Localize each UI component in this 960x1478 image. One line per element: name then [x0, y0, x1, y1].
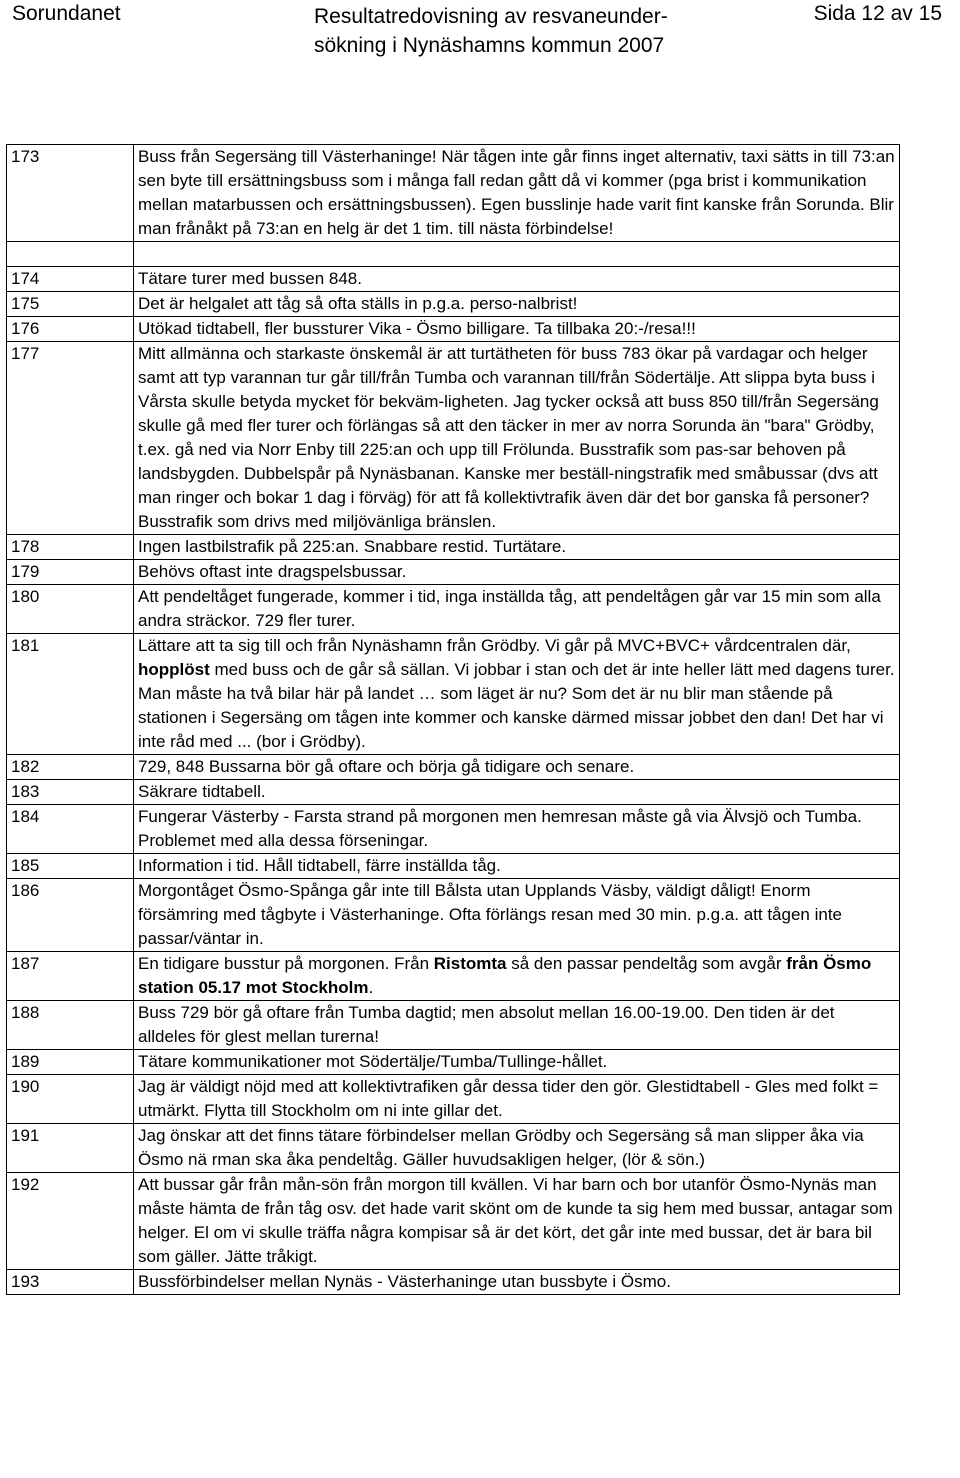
response-text-segment: . — [368, 978, 374, 997]
table-row — [7, 634, 900, 755]
table-row — [7, 755, 900, 780]
response-text — [134, 952, 900, 1001]
response-text-segment: Utökad tidtabell, fler bussturer Vika - Ösmo billigare. Ta tillbaka 20:-/resa!!! — [138, 319, 696, 338]
response-text — [134, 560, 900, 585]
response-number: 186 — [7, 879, 134, 952]
response-text — [134, 1270, 900, 1295]
response-text-segment: Säkrare tidtabell. — [138, 782, 266, 801]
response-text — [134, 317, 900, 342]
table-row — [7, 585, 900, 634]
response-number: 190 — [7, 1075, 134, 1124]
response-text-segment: Mitt allmänna och starkaste önskemål är att turtätheten för buss 783 ökar på vardagar och helger samt att typ varannan tur går till/från Tumba och varannan till/från Södertälje. Att slippa byta buss i Vårsta skulle betyda mycket för bekväm-ligheten. Jag tycker också att buss 850 till/från Segersäng skulle gå med fler turer och förlängas så att den täcker in mer av norra Sorunda än "bara" Grödby, t.ex. gå ned via Norr Enby till 225:an och upp till Frölunda. Busstrafik som pas-sar behoven på landsbygden. Dubbelspår på Nynäsbanan. Kanske mer beställ-ningstrafik med småbussar (dvs att man ringer och bokar 1 dag i förväg) för att få kollektivtrafik även där det bor ganska få personer? Busstrafik som drivs med miljövänliga bränslen. — [138, 344, 879, 531]
responses-table-body — [7, 145, 900, 1295]
table-row — [7, 145, 900, 242]
response-text — [134, 1124, 900, 1173]
response-text-segment: Jag är väldigt nöjd med att kollektivtrafiken går dessa tider den gör. Glestidtabell - Gles med folkt = utmärkt. Flytta till Stockholm om ni inte gillar det. — [138, 1077, 879, 1120]
table-row — [7, 267, 900, 292]
spacer-cell — [134, 242, 900, 267]
response-text-segment: Att pendeltåget fungerade, kommer i tid, inga inställda tåg, att pendeltågen går var 15 min som alla andra sträckor. 729 fler turer. — [138, 587, 881, 630]
table-row — [7, 854, 900, 879]
response-text — [134, 342, 900, 535]
response-text-segment: Behövs oftast inte dragspelsbussar. — [138, 562, 407, 581]
response-number: 191 — [7, 1124, 134, 1173]
response-number: 181 — [7, 634, 134, 755]
table-row — [7, 1270, 900, 1295]
response-number: 173 — [7, 145, 134, 242]
table-row — [7, 535, 900, 560]
response-text-segment: Information i tid. Håll tidtabell, färre inställda tåg. — [138, 856, 501, 875]
response-text — [134, 780, 900, 805]
response-number: 184 — [7, 805, 134, 854]
response-number: 185 — [7, 854, 134, 879]
table-row — [7, 292, 900, 317]
response-text — [134, 854, 900, 879]
response-text-segment: Jag önskar att det finns tätare förbindelser mellan Grödby och Segersäng så man slipper åka via Ösmo nä rman ska åka pendeltåg. Gäller huvudsakligen helger, (lör & sön.) — [138, 1126, 864, 1169]
response-number: 177 — [7, 342, 134, 535]
response-text-segment: Buss från Segersäng till Västerhaninge! När tågen inte går finns inget alternativ, taxi sätts in till 73:an sen byte till ersättningsbuss som i många fall redan gått då vi kommer (pga brist i kommunikation mellan matarbussen och ersättningsbussen). Egen busslinje hade varit fint kanske från Sorunda. Blir man frånåkt på 73:an en helg är det 1 tim. till nästa förbindelse! — [138, 147, 895, 238]
response-number: 192 — [7, 1173, 134, 1270]
response-text-segment: Det är helgalet att tåg så ofta ställs in p.g.a. perso-nalbrist! — [138, 294, 578, 313]
spacer-cell — [7, 242, 134, 267]
table-row — [7, 317, 900, 342]
response-text-segment: Att bussar går från mån-sön från morgon till kvällen. Vi har barn och bor utanför Ösmo-Nynäs man måste hämta de från tåg osv. det hade varit skönt om de kunde ta sig hem med bussar, antagar som helger. El om vi skulle träffa några kompisar så är det kört, det går inte med bussar, det är bara bil som gäller. Jätte tråkigt. — [138, 1175, 893, 1266]
table-row — [7, 1173, 900, 1270]
response-text — [134, 292, 900, 317]
table-row — [7, 879, 900, 952]
response-text-segment: Lättare att ta sig till och från Nynäshamn från Grödby. Vi går på MVC+BVC+ vårdcentralen där, — [138, 636, 851, 655]
response-number: 182 — [7, 755, 134, 780]
table-row — [7, 560, 900, 585]
response-text-segment: Bussförbindelser mellan Nynäs - Västerhaninge utan bussbyte i Ösmo. — [138, 1272, 671, 1291]
response-text — [134, 585, 900, 634]
response-text — [134, 145, 900, 242]
header-title-line1: Resultatredovisning av resvaneunder- — [314, 5, 668, 28]
response-text — [134, 1075, 900, 1124]
response-number: 180 — [7, 585, 134, 634]
table-row — [7, 780, 900, 805]
response-number: 189 — [7, 1050, 134, 1075]
table-row — [7, 805, 900, 854]
response-number: 183 — [7, 780, 134, 805]
response-text-segment: Tätare turer med bussen 848. — [138, 269, 362, 288]
response-text-segment: Morgontåget Ösmo-Spånga går inte till Bålsta utan Upplands Väsby, väldigt dåligt! Enorm försämring med tågbyte i Västerhaninge. Ofta förlängs resan med 30 min. p.g.a. att tågen inte passar/väntar in. — [138, 881, 843, 948]
page-header — [0, 0, 960, 60]
response-text-segment: Ingen lastbilstrafik på 225:an. Snabbare restid. Turtätare. — [138, 537, 567, 556]
response-number: 193 — [7, 1270, 134, 1295]
response-text-bold: Ristomta — [433, 954, 507, 973]
response-text-segment: Buss 729 bör gå oftare från Tumba dagtid; men absolut mellan 16.00-19.00. Den tiden är det alldeles för glest mellan turerna! — [138, 1003, 835, 1046]
response-text-segment: Fungerar Västerby - Farsta strand på morgonen men hemresan måste gå via Älvsjö och Tumba. Problemet med alla dessa förseningar. — [138, 807, 862, 850]
response-text — [134, 535, 900, 560]
table-row — [7, 952, 900, 1001]
response-number: 179 — [7, 560, 134, 585]
response-text-segment: 729, 848 Bussarna bör gå oftare och börja gå tidigare och senare. — [138, 757, 635, 776]
response-text-bold: hopplöst — [138, 660, 210, 679]
response-number: 174 — [7, 267, 134, 292]
response-number: 178 — [7, 535, 134, 560]
response-text — [134, 879, 900, 952]
table-row — [7, 342, 900, 535]
response-text-segment: Tätare kommunikationer mot Södertälje/Tumba/Tullinge-hållet. — [138, 1052, 608, 1071]
response-text — [134, 267, 900, 292]
table-spacer-row — [7, 242, 900, 267]
header-page-number: Sida 12 av 15 — [813, 2, 942, 25]
response-text — [134, 805, 900, 854]
response-text-segment: med buss och de går så sällan. Vi jobbar i stan och det är inte heller lätt med dagens turer. Man måste ha två bilar här på landet … som läget är nu? Som det är nu blir man stående på stationen i Segersäng om tågen inte kommer och kanske därmed missar jobbet den dan! Det har vi inte råd med ... (bor i Grödby). — [138, 660, 895, 751]
table-row — [7, 1075, 900, 1124]
response-text-segment: så den passar pendeltåg som avgår — [506, 954, 787, 973]
response-text-bold: från Ösmo station 05.17 mot Stockholm — [138, 954, 872, 997]
table-row — [7, 1124, 900, 1173]
response-text — [134, 1173, 900, 1270]
table-row — [7, 1050, 900, 1075]
response-number: 187 — [7, 952, 134, 1001]
response-text — [134, 1050, 900, 1075]
response-text-segment: En tidigare busstur på morgonen. Från — [138, 954, 434, 973]
response-text — [134, 755, 900, 780]
header-title — [314, 2, 668, 60]
header-site-name: Sorundanet — [12, 2, 121, 25]
table-row — [7, 1001, 900, 1050]
response-number: 188 — [7, 1001, 134, 1050]
responses-table — [6, 144, 900, 1295]
response-text — [134, 1001, 900, 1050]
header-title-line2: sökning i Nynäshamns kommun 2007 — [314, 34, 665, 57]
response-text — [134, 634, 900, 755]
response-number: 175 — [7, 292, 134, 317]
response-number: 176 — [7, 317, 134, 342]
